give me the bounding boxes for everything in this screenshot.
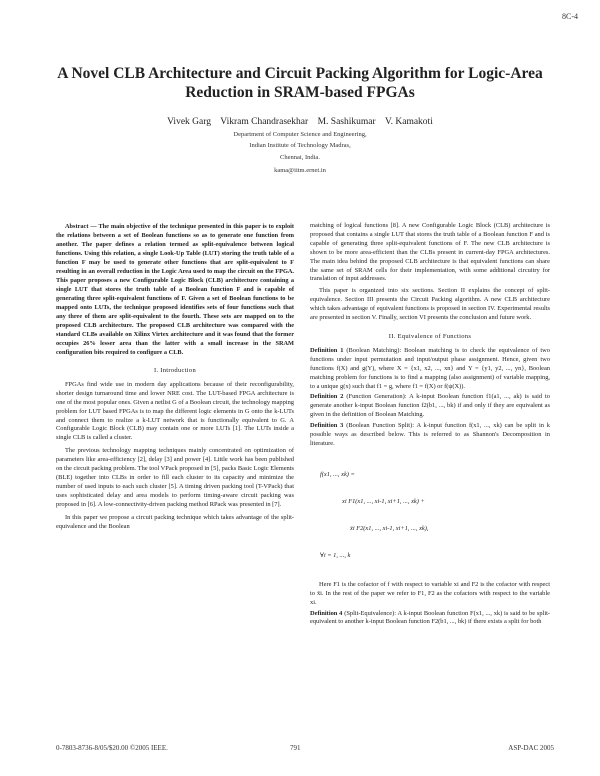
footer-page-number: 791 [290, 744, 301, 752]
right-paragraph-1: matching of logical functions [8]. A new Configurable Logic Block (CLB) architecture is proposed that contains a single LUT that stores the truth table of a Boolean function F and is capable of generating three split-equivalent functions of F. The new CLB architecture is shown to be more area-efficient than the CLBs present in current-day FPGA architectures. The main idea behind the proposed CLB architecture is that equivalent functions can share the same set of SRAM cells for their implementation, with some additional circuitry for translation of input addresses. [310, 222, 550, 283]
institute: Indian Institute of Technology Madras, [249, 142, 351, 149]
formula-line-2: xi F1(x1, ..., xi-1, xi+1, ..., xk) + [342, 497, 425, 505]
footer-isbn: 0-7803-8736-8/05/$20.00 ©2005 IEEE. [56, 744, 168, 752]
definition-1 [310, 347, 550, 392]
definition-3 [310, 422, 550, 449]
paper-title [40, 64, 560, 102]
intro-paragraph-3: In this paper we propose a circuit packing technique which takes advantage of the split-equivalence and the Boolean [56, 513, 294, 530]
department: Department of Computer Science and Engineering, [233, 131, 367, 138]
intro-paragraph-1: FPGAs find wide use in modern day applications because of their reconfigurability, shorter design turnaround time and lower NRE cost. The LUT-based FPGA architecture is one of the most popular ones. Given a netlist G of a Boolean circuit, the technology mapping problem for LUT based FPGAs is to map the different logic elements in G onto the k-LUTs and connect them to realize a k-LUT network that is functionally equivalent to G. A Configurable Logic Block (CLB) may contain one or more LUTs [1]. The LUTs inside a single CLB is called a cluster. [56, 380, 294, 442]
definition-3-text: (Boolean Function Split): A k-input function f(x1, ..., xk) can be split in k possible ways as described below. This is referred to as Shannon's Decomposition in literature. [310, 422, 550, 447]
formula-line-1: f(x1, ..., xk) = [320, 470, 355, 478]
definition-2 [310, 393, 550, 420]
email: kama@iitm.ernet.in [274, 167, 326, 174]
definition-4 [310, 610, 550, 628]
intro-heading: I. Introduction [153, 367, 197, 374]
session-code: 8C-4 [562, 12, 578, 21]
definition-2-label: Definition 2 [310, 393, 344, 401]
title-line-1: A Novel CLB Architecture and Circuit Packing Algorithm for Logic-Area [57, 65, 543, 82]
abstract: Abstract — The main objective of the technique presented in this paper is to exploit the relations between a set of Boolean functions so as to generate one function from another. The paper defines a relation termed as split-equivalence between logical functions. Using this relation, a single Look-Up Table (LUT) storing the truth table of a function F may be used to generate other functions that are split-equivalent to F resulting in an overall reduction in the Logic Area used to map the circuit on the FPGA. This paper proposes a new Configurable Logic Block (CLB) architecture containing a single LUT that stores the truth table of a Boolean function F and is capable of generating three split-equivalent functions of F. Given a set of Boolean functions to be mapped onto LUTs, the technique proposed identifies sets of four functions such that any three of them are split-equivalent to the fourth. These sets are mapped on to the proposed CLB architecture. The proposed CLB architecture was compared with the standard CLBs available on Xilinx Virtex architecture and it was found that the former occupies 26% lesser area than the latter with a small increase in the SRAM configuration bits required to configure a CLB. [56, 223, 294, 356]
right-paragraph-2: This paper is organized into six sections. Section II explains the concept of split-equivalence. Section III presents the Circuit Packing algorithm. A new CLB architecture which takes advantage of equivalent functions is proposed in section IV. Experimental results are presented in section V. Finally, section VI presents the conclusion and future work. [310, 287, 550, 322]
shannon-formula [320, 452, 550, 578]
intro-paragraph-2: The previous technology mapping techniques mainly concentrated on optimization of parameters like area-efficiency [2], delay [3] and power [4]. Little work has been published on the circuit packing problem. The tool VPack proposed in [5], packs Basic Logic Elements (BLE) together into CLBs in order to fill each cluster to its capacity and minimize the number of used inputs to each such cluster [5]. A timing driven packing tool (T-VPack) that uses sophisticated delay and area models to perform timing-aware circuit packing was proposed in [6]. A low-connectivity-driven packing method RPack was presented in [7]. [56, 447, 294, 508]
definition-1-text: (Boolean Matching): Boolean matching is to check the equivalence of two functions under input permutation and input/output phase assignment. Hence, given two functions f(X) and g(Y), where X = {x1, x2, ..., xn} and Y = {y1, y2, ..., yn}, Boolean matching problem for functions is to find a mapping (also assignment) of variable mapping, to a unique g(x) such that f1 = g, where f1 = f(X) or f(ψ(X)). [310, 346, 550, 390]
city: Chennai, India. [280, 154, 320, 161]
left-column [56, 222, 294, 531]
definition-1-label: Definition 1 [310, 346, 344, 354]
author-list: Vivek Garg Vikram Chandrasekhar M. Sashikumar V. Kamakoti [167, 117, 433, 127]
cofactor-paragraph: Here F1 is the cofactor of f with respect to variable xi and F2 is the cofactor with respect to x̄i. In the rest of the paper we refer to F1, F2 as the cofactors with respect to the variable xi. [310, 580, 550, 606]
formula-line-4: ∀i = 1, ..., k [320, 551, 351, 559]
right-column [310, 222, 550, 627]
section-2-heading: II. Equivalence of Functions [388, 332, 472, 340]
definition-2-text: (Function Generation): A k-input Boolean function f1(a1, ..., ak) is said to generate another k-input Boolean function f2(b1, ..., bk) if and only if they are equivalent as given in the definition of Boolean Matching. [310, 393, 550, 419]
formula-line-3: x̄i F2(x1, ..., xi-1, xi+1, ..., xk), [350, 524, 429, 532]
definition-4-label: Definition 4 [310, 609, 343, 617]
footer-conference: ASP-DAC 2005 [508, 744, 554, 752]
title-line-2: Reduction in SRAM-based FPGAs [185, 84, 415, 101]
definition-3-label: Definition 3 [310, 422, 344, 430]
definition-4-text: (Split-Equivalence): A k-input Boolean function F(x1, ..., xk) is said to be split-equivalent to another k-input Boolean function F2(b1, ..., bk) if there exists a split for both [310, 609, 551, 626]
